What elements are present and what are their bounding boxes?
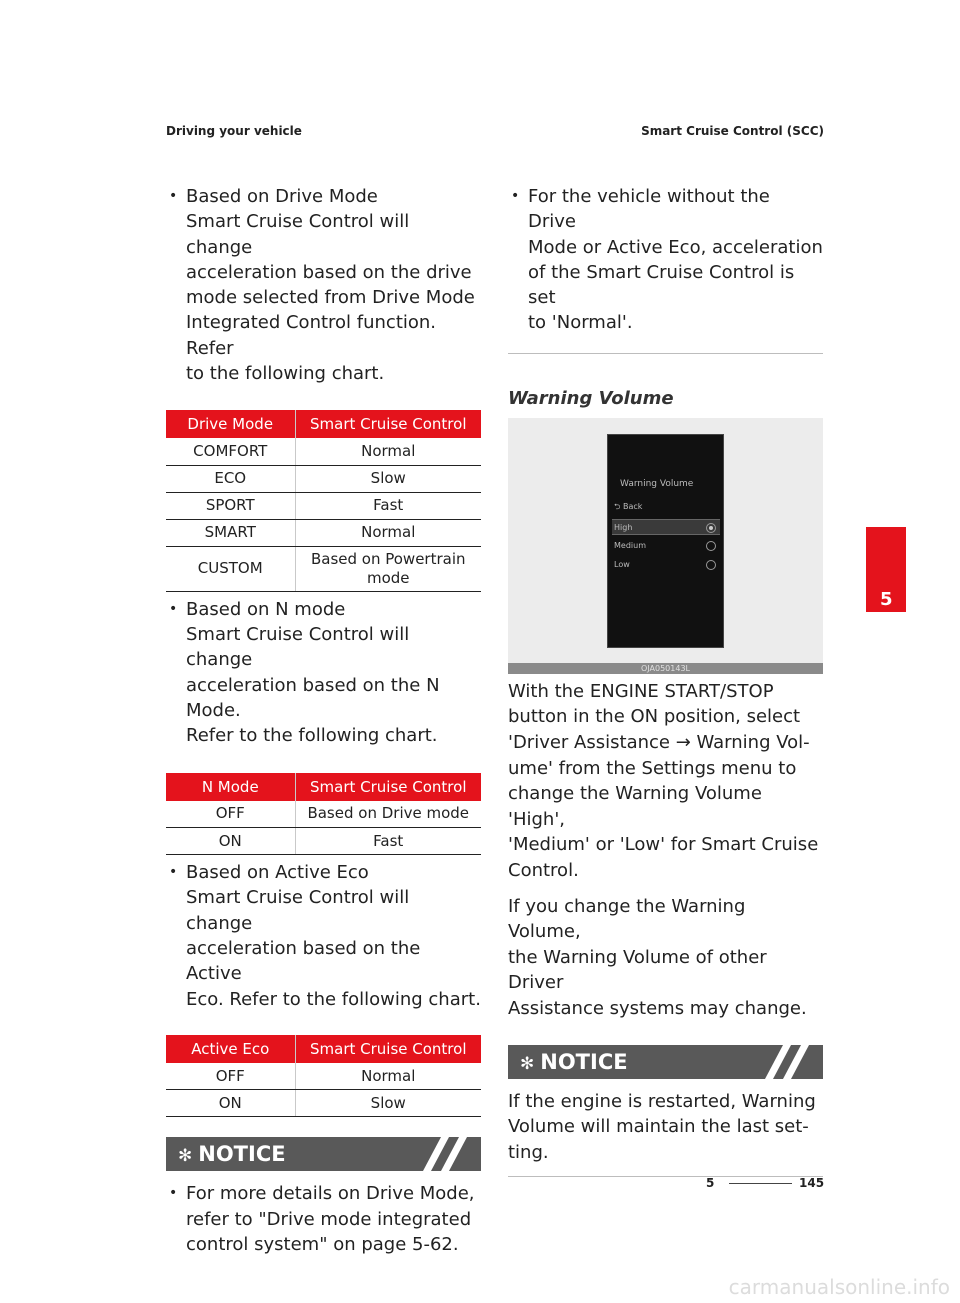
radio-icon [706,560,716,570]
section-divider [508,1176,823,1177]
section-divider [508,353,823,354]
notice-bullet: • For more details on Drive Mode, refer to "Drive mode integrated control system" on page 5-62. [169,1183,475,1256]
active-eco-table [166,1035,481,1118]
bullet-dot-icon: • [511,188,520,204]
notice-text: If the engine is restarted, Warning Volume will maintain the last set- ting. [508,1090,816,1163]
asterisk-icon: ✻ [520,1053,535,1074]
footer-page-number: 145 [799,1176,825,1190]
screen-option-high: High [612,519,720,535]
table-header-row [166,773,481,801]
image-code: OJA050143L [508,663,823,674]
footer-chapter-number: 5 [706,1176,715,1190]
footer-divider [729,1183,792,1184]
bullet-no-drive-mode: • For the vehicle without the Drive Mode or Active Eco, acceleration of the Smart Cruise Control is set to 'Normal'. [511,186,823,334]
watermark: carmanualsonline.info [728,1275,950,1299]
back-arrow-icon: ⮌ [614,501,623,511]
table-row: OFF Based on Drive mode [166,801,481,828]
bullet-n-mode: • Based on N mode Smart Cruise Control will change acceleration based on the N Mode. Refer to the following chart. [169,598,440,747]
screen-option-medium: Medium [612,538,720,554]
table-header: Active Eco [166,1035,295,1063]
table-header: Smart Cruise Control [295,773,481,801]
table-row: OFF Normal [166,1063,481,1090]
bullet-dot-icon: • [169,864,178,881]
table-row: ON Slow [166,1090,481,1117]
bullet-dot-icon: • [169,1185,178,1202]
header-chapter-title: Smart Cruise Control (SCC) [641,124,824,138]
radio-selected-icon [706,523,716,533]
screen-option-low: Low [612,557,720,573]
table-header-row [166,1035,481,1063]
bullet-dot-icon: • [169,188,178,204]
notice-banner: ✻ NOTICE [166,1137,481,1171]
right-column [508,184,823,1177]
asterisk-icon: ✻ [178,1146,193,1167]
table-row: COMFORT Normal [166,438,481,465]
header-section-title: Driving your vehicle [166,124,302,138]
bullet-drive-mode: • Based on Drive Mode Smart Cruise Control will change acceleration based on the drive mode selected from Drive Mode Integrated Control function. Refer to the following chart. [169,186,475,385]
table-header: Smart Cruise Control [295,1035,481,1063]
table-header: N Mode [166,773,295,801]
table-row: ON Fast [166,828,481,855]
table-header: Smart Cruise Control [295,410,481,438]
section-title: Warning Volume [508,387,674,409]
table-row: SPORT Fast [166,492,481,519]
notice-banner: ✻ NOTICE [508,1045,823,1079]
table-row: CUSTOM Based on Powertrain mode [166,546,481,591]
paragraph-warning-volume: If you change the Warning Volume, the Warning Volume of other Driver Assistance systems may change. [508,895,807,1019]
n-mode-table [166,773,481,856]
chapter-side-tab: 5 [866,527,906,612]
table-row: SMART Normal [166,519,481,546]
warning-volume-figure [508,418,823,674]
slash-stripes-icon [763,1045,813,1079]
radio-icon [706,541,716,551]
bullet-active-eco: • Based on Active Eco Smart Cruise Control will change acceleration based on the Active Eco. Refer to the following chart. [169,862,481,1010]
table-row: ECO Slow [166,465,481,492]
left-column [166,184,481,1257]
screen-title: Warning Volume [620,478,694,489]
cluster-screen [607,434,724,648]
paragraph-instructions: With the ENGINE START/STOP button in the ON position, select 'Driver Assistance → Warning Vol- ume' from the Settings menu to change the Warning Volume 'High', 'Medium' or 'Low' for Smart Cruise Control. [508,680,819,881]
table-header: Drive Mode [166,410,295,438]
screen-back-row: ⮌ Back [614,501,643,511]
slash-stripes-icon [421,1137,471,1171]
bullet-dot-icon: • [169,600,178,617]
drive-mode-table [166,410,481,592]
table-header-row [166,410,481,438]
